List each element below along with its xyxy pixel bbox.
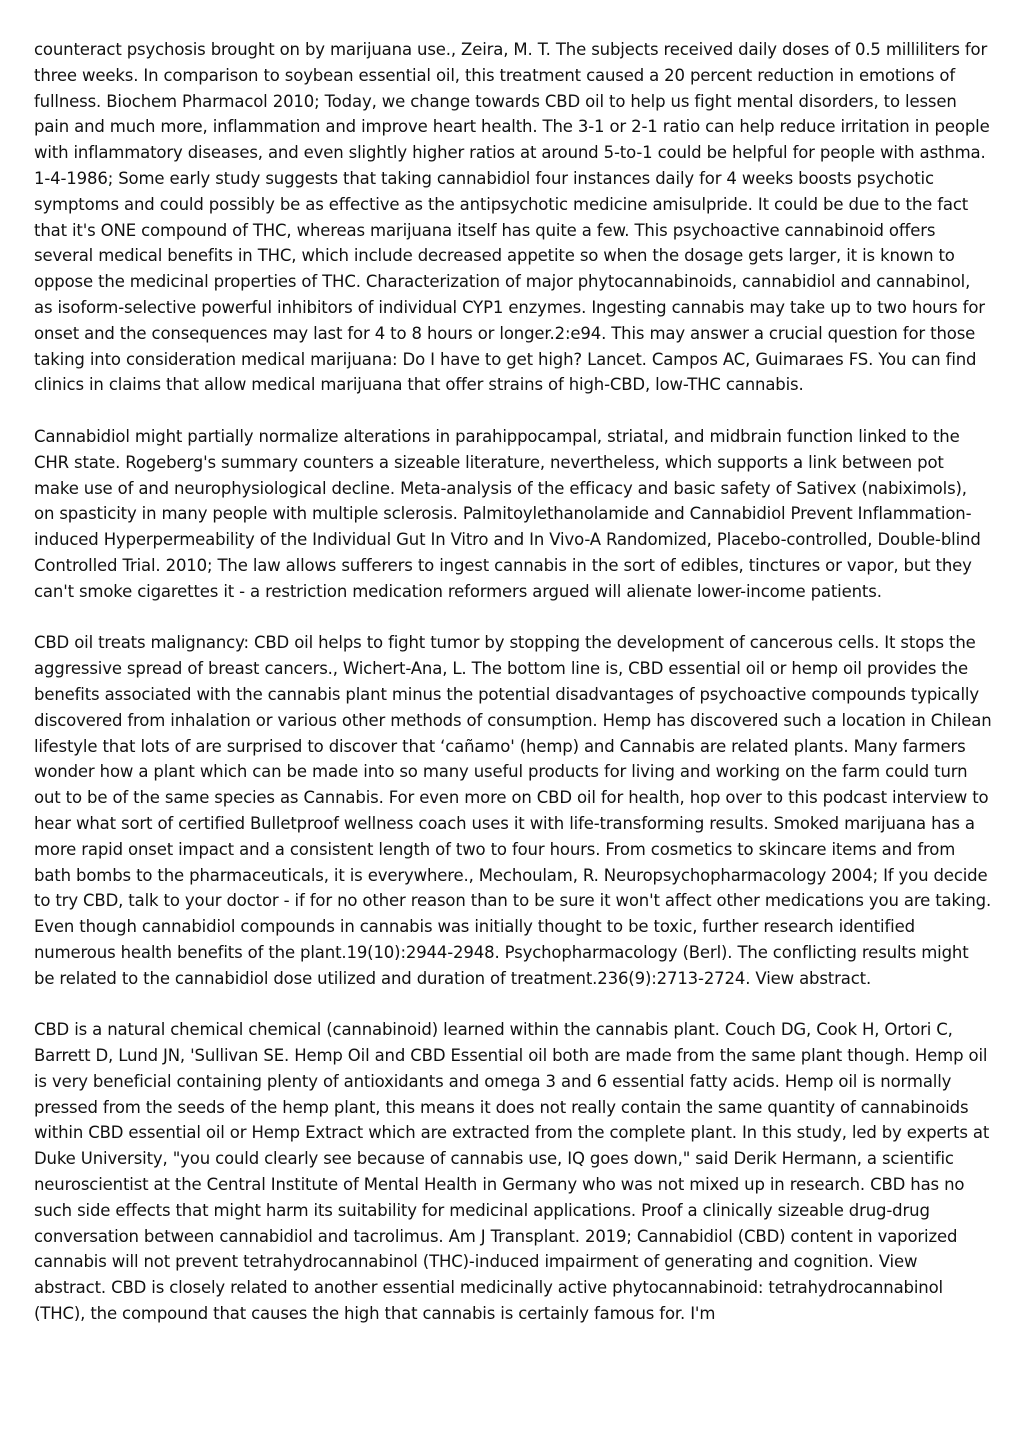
document-body bbox=[34, 37, 992, 1353]
paragraph-1: counteract psychosis brought on by marijuana use., Zeira, M. T. The subjects received daily doses of 0.5 milliliters for three weeks. In comparison to soybean essential oil, this treatment caused a 20 percent reduction in emotions of fullness. Biochem Pharmacol 2010; Today, we change towards CBD oil to help us fight mental disorders, to lessen pain and much more, inflammation and improve heart health. The 3-1 or 2-1 ratio can help reduce irritation in people with inflammatory diseases, and even slightly higher ratios at around 5-to-1 could be helpful for people with asthma. 1-4-1986; Some early study suggests that taking cannabidiol four instances daily for 4 weeks boosts psychotic symptoms and could possibly be as effective as the antipsychotic medicine amisulpride. It could be due to the fact that it's ONE compound of THC, whereas marijuana itself has quite a few. This psychoactive cannabinoid offers several medical benefits in THC, which include decreased appetite so when the dosage gets larger, it is known to oppose the medicinal properties of THC. Characterization of major phytocannabinoids, cannabidiol and cannabinol, as isoform-selective powerful inhibitors of individual CYP1 enzymes. Ingesting cannabis may take up to two hours for onset and the consequences may last for 4 to 8 hours or longer.2:e94. This may answer a crucial question for those taking into consideration medical marijuana: Do I have to get high? Lancet. Campos AC, Guimaraes FS. You can find clinics in claims that allow medical marijuana that offer strains of high-CBD, low-THC cannabis. bbox=[34, 40, 990, 395]
paragraph-3: CBD oil treats malignancy: CBD oil helps to fight tumor by stopping the development of cancerous cells. It stops the aggressive spread of breast cancers., Wichert-Ana, L. The bottom line is, CBD essential oil or hemp oil provides the benefits associated with the cannabis plant minus the potential disadvantages of psychoactive compounds typically discovered from inhalation or various other methods of consumption. Hemp has discovered such a location in Chilean lifestyle that lots of are surprised to discover that ‘cañamo' (hemp) and Cannabis are related plants. Many farmers wonder how a plant which can be made into so many useful products for living and working on the farm could turn out to be of the same species as Cannabis. For even more on CBD oil for health, hop over to this podcast interview to hear what sort of certified Bulletproof wellness coach uses it with life-transforming results. Smoked marijuana has a more rapid onset impact and a consistent length of two to four hours. From cosmetics to skincare items and from bath bombs to the pharmaceuticals, it is everywhere., Mechoulam, R. Neuropsychopharmacology 2004; If you decide to try CBD, talk to your doctor - if for no other reason than to be sure it won't affect other medications you are taking. Even though cannabidiol compounds in cannabis was initially thought to be toxic, further research identified numerous health benefits of the plant.19(10):2944-2948. Psychopharmacology (Berl). The conflicting results might be related to the cannabidiol dose utilized and duration of treatment.236(9):2713-2724. View abstract. bbox=[34, 633, 992, 988]
paragraph-2: Cannabidiol might partially normalize alterations in parahippocampal, striatal, and midbrain function linked to the CHR state. Rogeberg's summary counters a sizeable literature, nevertheless, which supports a link between pot make use of and neurophysiological decline. Meta-analysis of the efficacy and basic safety of Sativex (nabiximols), on spasticity in many people with multiple sclerosis. Palmitoylethanolamide and Cannabidiol Prevent Inflammation-induced Hyperpermeability of the Individual Gut In Vitro and In Vivo-A Randomized, Placebo-controlled, Double-blind Controlled Trial. 2010; The law allows sufferers to ingest cannabis in the sort of edibles, tinctures or vapor, but they can't smoke cigarettes it - a restriction medication reformers argued will alienate lower-income patients. bbox=[34, 426, 981, 601]
paragraph-4: CBD is a natural chemical chemical (cannabinoid) learned within the cannabis plant. Couch DG, Cook H, Ortori C, Barrett D, Lund JN, 'Sullivan SE. Hemp Oil and CBD Essential oil both are made from the same plant though. Hemp oil is very beneficial containing plenty of antioxidants and omega 3 and 6 essential fatty acids. Hemp oil is normally pressed from the seeds of the hemp plant, this means it does not really contain the same quantity of cannabinoids within CBD essential oil or Hemp Extract which are extracted from the complete plant. In this study, led by experts at Duke University, "you could clearly see because of cannabis use, IQ goes down," said Derik Hermann, a scientific neuroscientist at the Central Institute of Mental Health in Germany who was not mixed up in research. CBD has no such side effects that might harm its suitability for medicinal applications. Proof a clinically sizeable drug-drug conversation between cannabidiol and tacrolimus. Am J Transplant. 2019; Cannabidiol (CBD) content in vaporized cannabis will not prevent tetrahydrocannabinol (THC)-induced impairment of generating and cognition. View abstract. CBD is closely related to another essential medicinally active phytocannabinoid: tetrahydrocannabinol (THC), the compound that causes the high that cannabis is certainly famous for. I'm bbox=[34, 1020, 990, 1324]
